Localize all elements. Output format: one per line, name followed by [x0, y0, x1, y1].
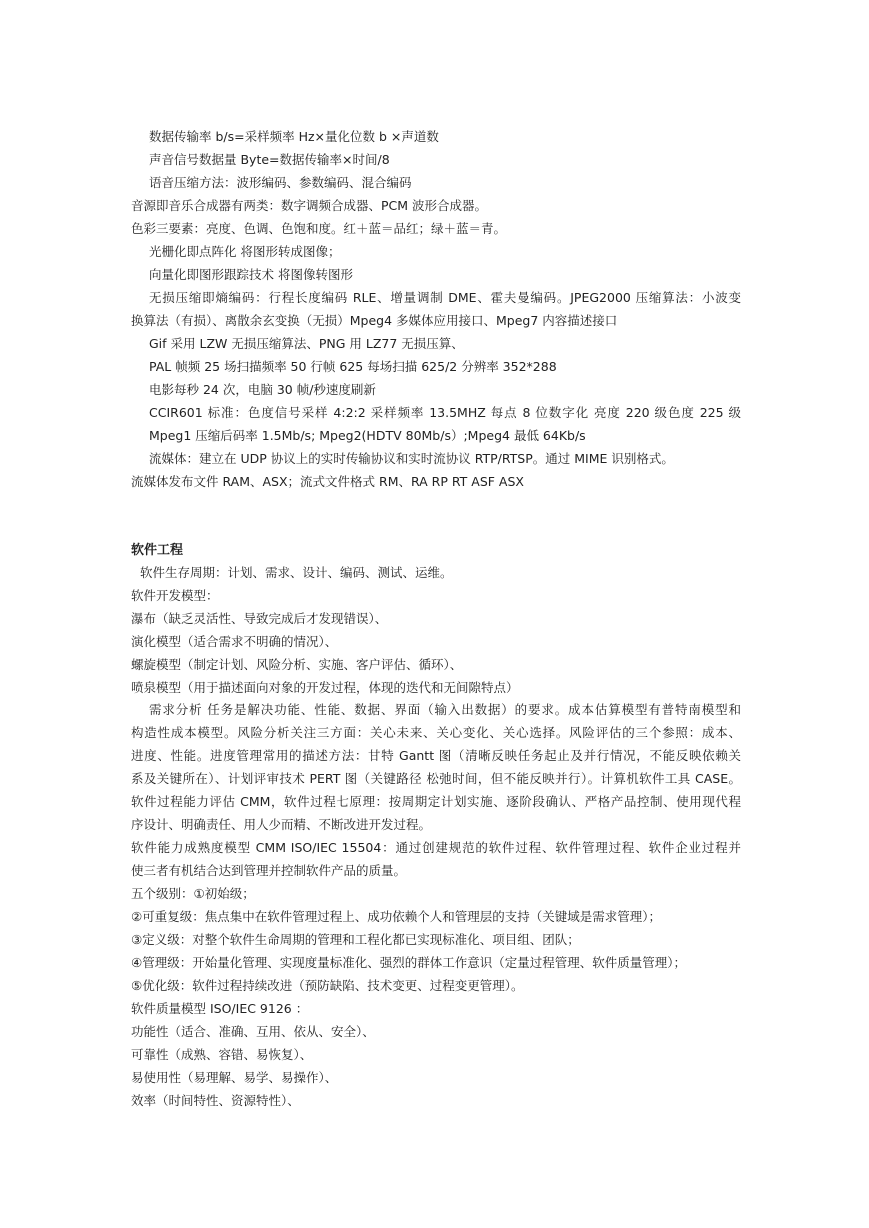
paragraph-line: CCIR601 标准：色度信号采样 4:2:2 采样频率 13.5MHZ 每点 8 位数字化 亮度 220 级色度 225 级 [149, 405, 741, 420]
paragraph-line: 五个级别：①初始级； [131, 886, 255, 901]
paragraph-line: 软件过程能力评估 CMM，软件过程七原理：按周期定计划实施、逐阶段确认、严格产品控制、使用现代程 [131, 794, 741, 809]
paragraph-line: ②可重复级：焦点集中在软件管理过程上、成功依赖个人和管理层的支持（关键域是需求管理）； [131, 909, 661, 924]
paragraph-line: 功能性（适合、准确、互用、依从、安全）、 [131, 1024, 375, 1039]
paragraph-line: 声音信号数据量 Byte=数据传输率×时间/8 [149, 152, 390, 167]
paragraph-line: 流媒体：建立在 UDP 协议上的实时传输协议和实时流协议 RTP/RTSP。通过 MIME 识别格式。 [149, 451, 674, 466]
paragraph-line: 色彩三要素：亮度、色调、色饱和度。红＋蓝＝品红；绿＋蓝＝青。 [131, 221, 507, 236]
paragraph-line: 换算法（有损）、离散余玄变换（无损）Mpeg4 多媒体应用接口、Mpeg7 内容描述接口 [131, 313, 618, 328]
paragraph-line: 进度、性能。进度管理常用的描述方法：甘特 Gantt 图（清晰反映任务起止及并行情况，不能反映依赖关 [131, 748, 741, 763]
paragraph-line: 演化模型（适合需求不明确的情况）、 [131, 634, 338, 649]
paragraph-line: 光栅化即点阵化 将图形转成图像； [149, 244, 341, 259]
paragraph-line: 可靠性（成熟、容错、易恢复）、 [131, 1047, 313, 1062]
paragraph-line: Mpeg1 压缩后码率 1.5Mb/s; Mpeg2(HDTV 80Mb/s）;Mpeg4 最低 64Kb/s [149, 428, 586, 443]
paragraph-line: 流媒体发布文件 RAM、ASX；流式文件格式 RM、RA RP RT ASF ASX [131, 474, 524, 489]
paragraph-line: 无损压缩即熵编码：行程长度编码 RLE、增量调制 DME、霍夫曼编码。JPEG2000 压缩算法：小波变 [149, 290, 741, 305]
paragraph-line: 数据传输率 b/s=采样频率 Hz×量化位数 b ×声道数 [149, 129, 439, 144]
paragraph-line: ③定义级：对整个软件生命周期的管理和工程化都已实现标准化、项目组、团队； [131, 932, 580, 947]
paragraph-line: 音源即音乐合成器有两类：数字调频合成器、PCM 波形合成器。 [131, 198, 488, 213]
paragraph-line: 效率（时间特性、资源特性）、 [131, 1093, 300, 1108]
paragraph-line: 软件生存周期：计划、需求、设计、编码、测试、运维。 [140, 565, 453, 580]
paragraph-line: 易使用性（易理解、易学、易操作）、 [131, 1070, 338, 1085]
paragraph-line: 使三者有机结合达到管理并控制软件产品的质量。 [131, 863, 407, 878]
paragraph-line: 螺旋模型（制定计划、风险分析、实施、客户评估、循环）、 [131, 657, 463, 672]
paragraph-line: 电影每秒 24 次，电脑 30 帧/秒速度刷新 [149, 382, 376, 397]
paragraph-line: ⑤优化级：软件过程持续改进（预防缺陷、技术变更、过程变更管理）。 [131, 978, 524, 993]
section-heading: 软件工程 [131, 543, 184, 558]
paragraph-line: 软件质量模型 ISO/IEC 9126 ： [131, 1001, 309, 1016]
paragraph-line: 语音压缩方法：波形编码、参数编码、混合编码 [149, 175, 412, 190]
paragraph-line: 喷泉模型（用于描述面向对象的开发过程，体现的迭代和无间隙特点） [131, 680, 519, 695]
paragraph-line: 系及关键所在）、计划评审技术 PERT 图（关键路径 松弛时间，但不能反映并行）。计算机软件工具 CASE。 [131, 771, 741, 786]
paragraph-line: Gif 采用 LZW 无损压缩算法、PNG 用 LZ77 无损压算、 [149, 336, 464, 351]
paragraph-line: 软件开发模型： [131, 588, 219, 603]
paragraph-line: PAL 帧频 25 场扫描频率 50 行帧 625 每场扫描 625/2 分辨率 352*288 [149, 359, 557, 374]
paragraph-line: 向量化即图形跟踪技术 将图像转图形 [149, 267, 353, 282]
paragraph-line: 构造性成本模型。风险分析关注三方面：关心未来、关心变化、关心选择。风险评估的三个参照：成本、 [131, 725, 741, 740]
paragraph-line: 需求分析 任务是解决功能、性能、数据、界面（输入出数据）的要求。成本估算模型有普特南模型和 [149, 702, 741, 717]
paragraph-line: ④管理级：开始量化管理、实现度量标准化、强烈的群体工作意识（定量过程管理、软件质量管理）； [131, 955, 686, 970]
paragraph-line: 序设计、明确责任、用人少而精、不断改进开发过程。 [131, 817, 432, 832]
paragraph-line: 软件能力成熟度模型 CMM ISO/IEC 15504：通过创建规范的软件过程、软件管理过程、软件企业过程并 [131, 840, 741, 855]
paragraph-line: 瀑布（缺乏灵活性、导致完成后才发现错误）、 [131, 611, 388, 626]
